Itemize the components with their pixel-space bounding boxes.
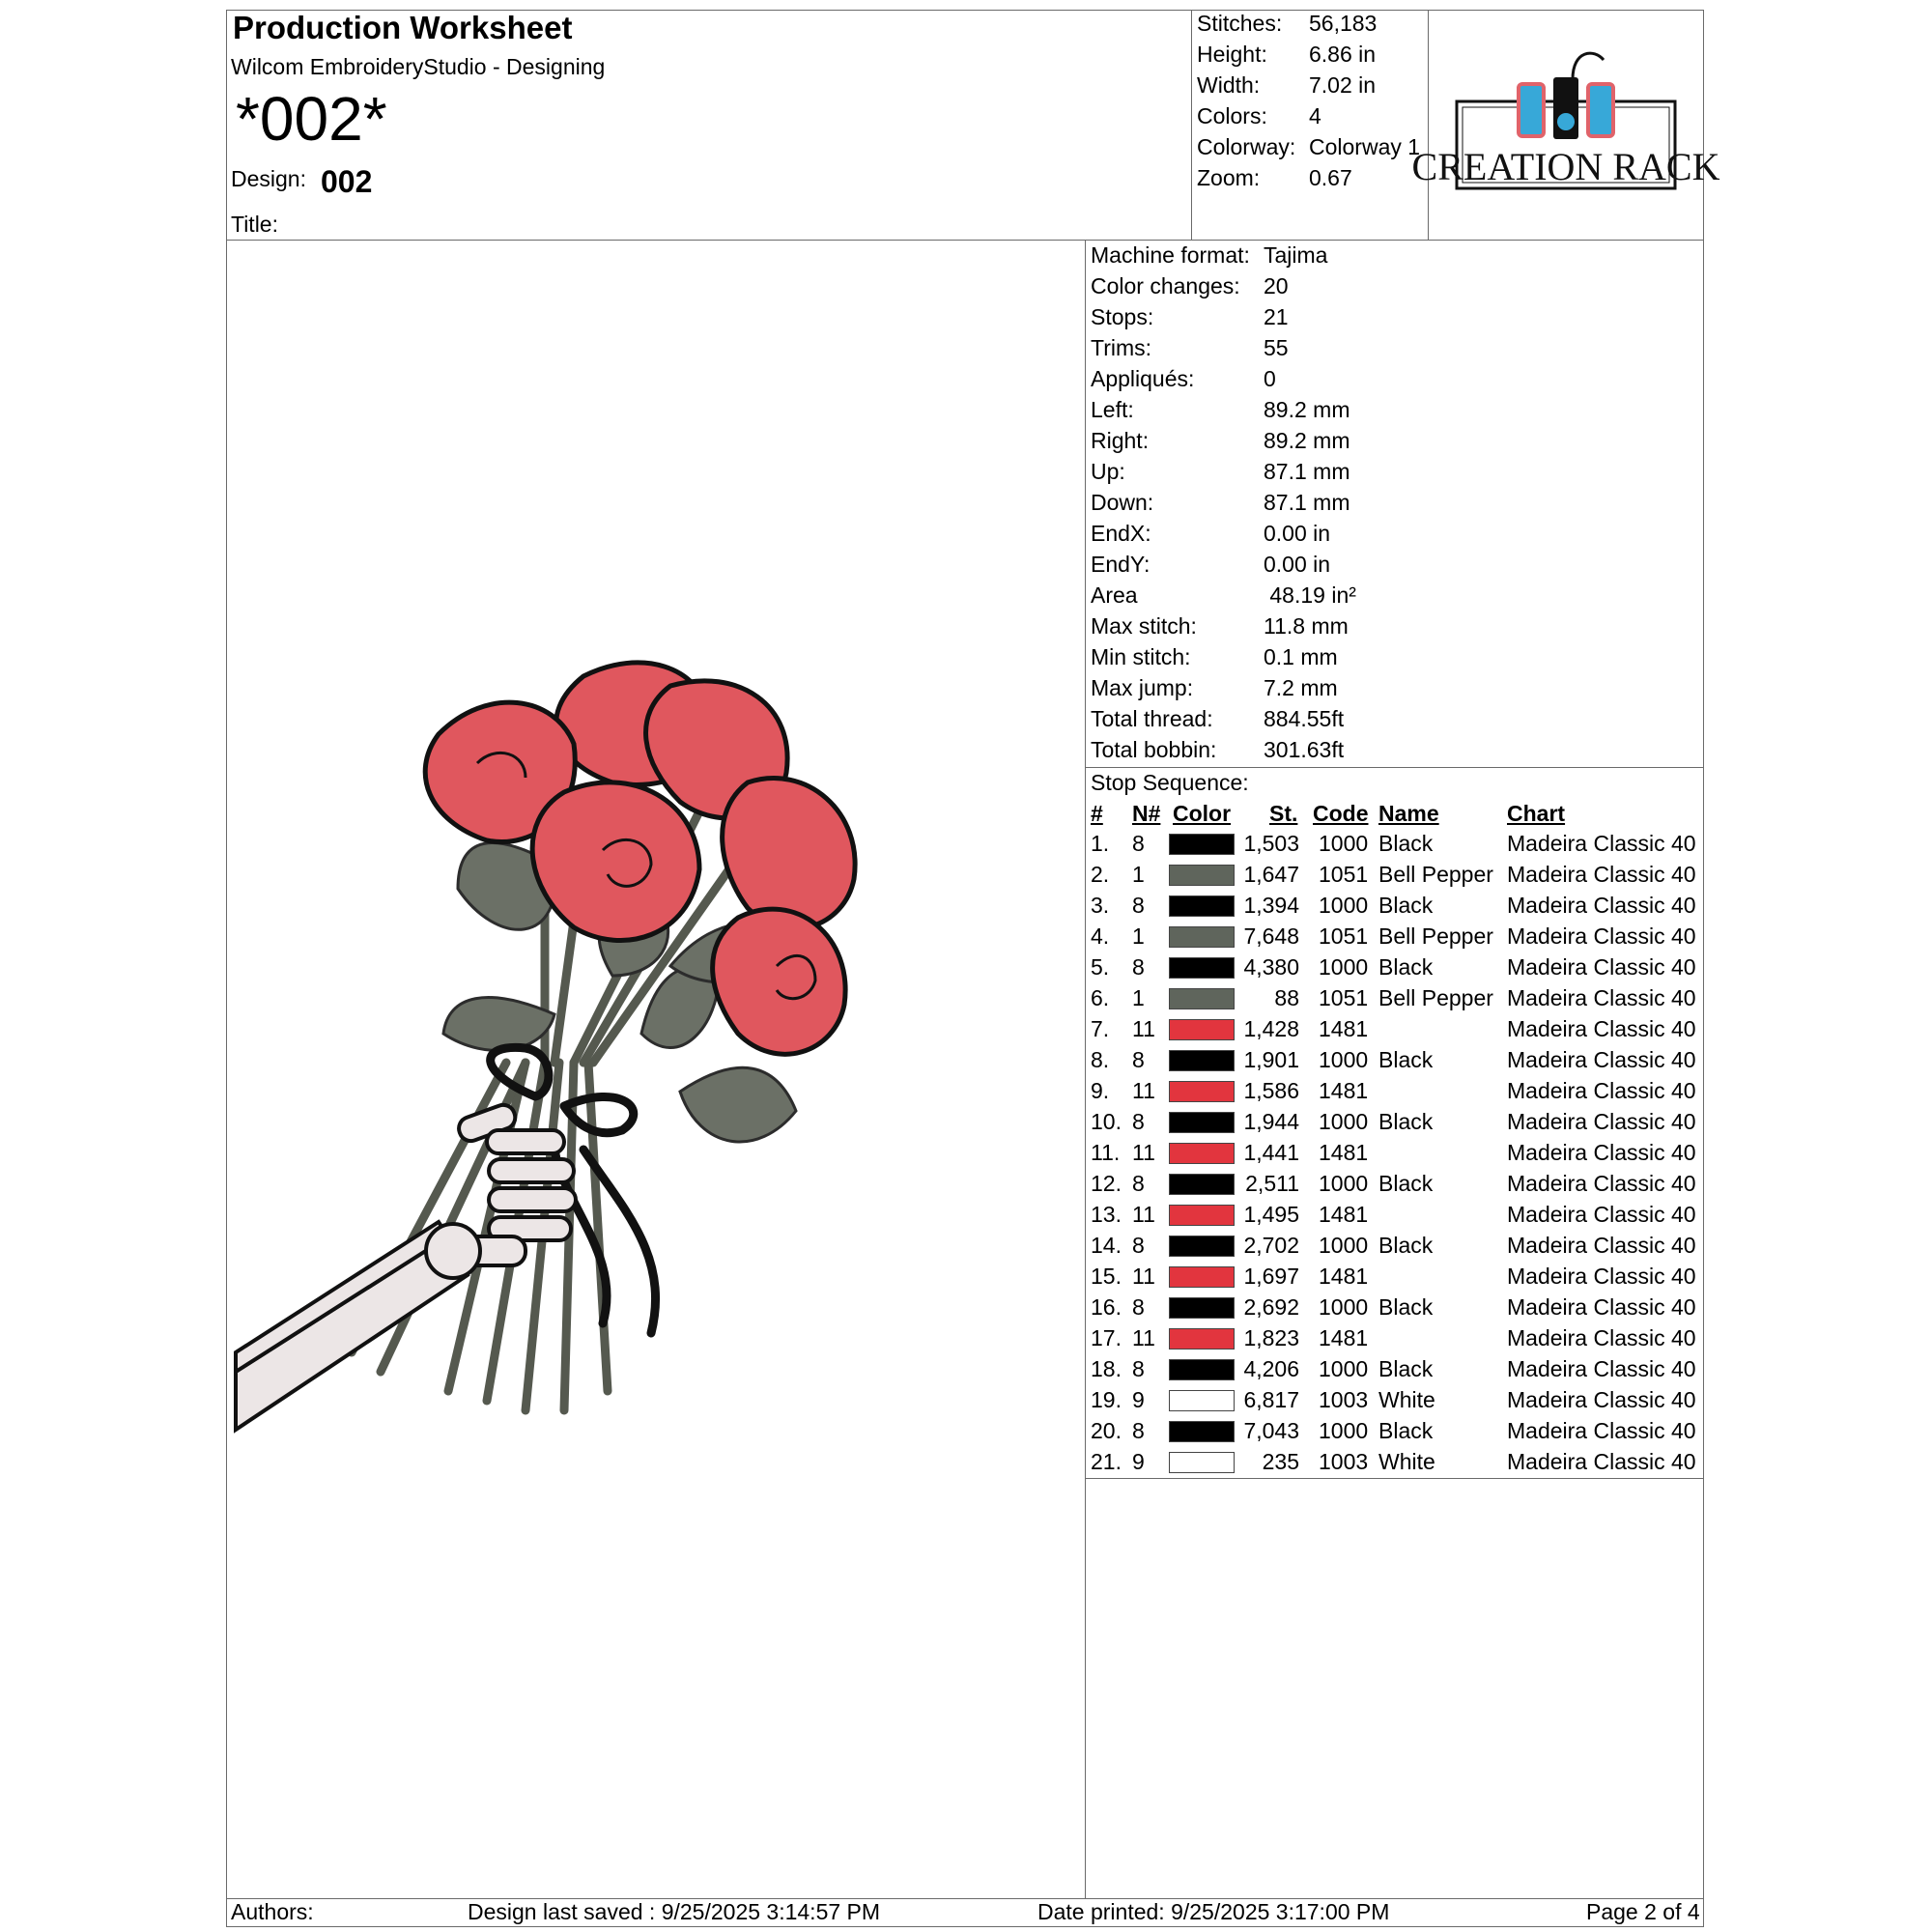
stat-label: Colors: (1197, 103, 1267, 128)
row-name: Black (1378, 1294, 1434, 1320)
row-number: 2. (1091, 862, 1110, 887)
row-code: 1000 (1319, 831, 1369, 856)
color-swatch (1169, 1112, 1235, 1133)
row-chart: Madeira Classic 40 (1507, 1140, 1696, 1165)
row-stitches: 1,428 (1243, 1016, 1299, 1041)
stat-label: Height: (1197, 42, 1267, 67)
row-stitches: 2,511 (1245, 1171, 1299, 1196)
prop-label: EndY: (1091, 552, 1151, 577)
design-last-saved: Design last saved : 9/25/2025 3:14:57 PM (468, 1899, 881, 1924)
header-vdivider-2 (1428, 10, 1429, 240)
row-chart: Madeira Classic 40 (1507, 1109, 1696, 1134)
stat-label: Colorway: (1197, 134, 1296, 159)
stat-value: 0.67 (1309, 165, 1352, 190)
prop-value: 89.2 mm (1264, 428, 1350, 453)
row-needle: 9 (1132, 1449, 1145, 1474)
color-swatch (1169, 957, 1235, 979)
row-stitches: 1,823 (1243, 1325, 1299, 1350)
stat-value: 4 (1309, 103, 1321, 128)
color-swatch (1169, 1297, 1235, 1319)
row-number: 4. (1091, 923, 1110, 949)
stat-label: Stitches: (1197, 11, 1283, 36)
header-divider (226, 240, 1704, 241)
prop-value: 55 (1264, 335, 1289, 360)
row-number: 1. (1091, 831, 1110, 856)
footer-divider (226, 1898, 1704, 1899)
design-preview (236, 657, 1066, 1488)
row-name: Black (1378, 1047, 1434, 1072)
prop-label: Down: (1091, 490, 1154, 515)
row-needle: 8 (1132, 893, 1145, 918)
row-needle: 11 (1132, 1140, 1155, 1165)
row-chart: Madeira Classic 40 (1507, 831, 1696, 856)
prop-value: 0 (1264, 366, 1276, 391)
row-chart: Madeira Classic 40 (1507, 923, 1696, 949)
row-name: Bell Pepper (1378, 923, 1493, 949)
row-name: Black (1378, 1356, 1434, 1381)
row-name: Black (1378, 831, 1434, 856)
row-number: 9. (1091, 1078, 1110, 1103)
stat-value: 56,183 (1309, 11, 1378, 36)
color-swatch (1169, 1328, 1235, 1350)
row-needle: 9 (1132, 1387, 1145, 1412)
row-stitches: 2,702 (1243, 1233, 1299, 1258)
prop-value: 11.8 mm (1264, 613, 1349, 639)
prop-value: 0.1 mm (1264, 644, 1338, 669)
row-stitches: 1,901 (1243, 1047, 1299, 1072)
prop-label: Max jump: (1091, 675, 1194, 700)
prop-value: 884.55ft (1264, 706, 1345, 731)
row-number: 7. (1091, 1016, 1110, 1041)
row-stitches: 235 (1262, 1449, 1299, 1474)
row-chart: Madeira Classic 40 (1507, 1016, 1696, 1041)
date-printed: Date printed: 9/25/2025 3:17:00 PM (1037, 1899, 1390, 1924)
software-name: Wilcom EmbroideryStudio - Designing (231, 54, 606, 79)
row-needle: 8 (1132, 1047, 1145, 1072)
row-chart: Madeira Classic 40 (1507, 893, 1696, 918)
row-needle: 8 (1132, 831, 1145, 856)
stop-sequence-title: Stop Sequence: (1091, 770, 1249, 795)
row-stitches: 4,380 (1243, 954, 1299, 980)
row-code: 1051 (1319, 923, 1369, 949)
row-code: 1000 (1319, 1109, 1369, 1134)
row-chart: Madeira Classic 40 (1507, 954, 1696, 980)
row-needle: 1 (1132, 923, 1145, 949)
prop-value: 20 (1264, 273, 1289, 298)
color-swatch (1169, 926, 1235, 948)
color-swatch (1169, 834, 1235, 855)
prop-label: Stops: (1091, 304, 1154, 329)
stat-label: Width: (1197, 72, 1261, 98)
header-vdivider-1 (1191, 10, 1192, 240)
prop-value: Tajima (1264, 242, 1328, 268)
row-name: Black (1378, 1233, 1434, 1258)
row-stitches: 1,394 (1243, 893, 1299, 918)
color-swatch (1169, 1174, 1235, 1195)
col-needle-header: N# (1132, 801, 1161, 826)
prop-label: Min stitch: (1091, 644, 1191, 669)
prop-value: 87.1 mm (1264, 459, 1350, 484)
prop-value: 87.1 mm (1264, 490, 1350, 515)
prop-label: Right: (1091, 428, 1150, 453)
row-name: Black (1378, 954, 1434, 980)
row-code: 1000 (1319, 893, 1369, 918)
row-chart: Madeira Classic 40 (1507, 1202, 1696, 1227)
row-name: White (1378, 1449, 1435, 1474)
prop-label: Total bobbin: (1091, 737, 1217, 762)
color-swatch (1169, 1081, 1235, 1102)
logo-text: CREATION RACK (1411, 145, 1720, 188)
row-number: 15. (1091, 1264, 1122, 1289)
col-stitches-header: St. (1269, 801, 1298, 826)
row-number: 5. (1091, 954, 1110, 980)
row-number: 8. (1091, 1047, 1110, 1072)
prop-label: Appliqués: (1091, 366, 1195, 391)
row-code: 1000 (1319, 954, 1369, 980)
stat-value: 7.02 in (1309, 72, 1377, 98)
prop-label: EndX: (1091, 521, 1151, 546)
row-name: Black (1378, 893, 1434, 918)
authors-label: Authors: (231, 1899, 314, 1924)
row-chart: Madeira Classic 40 (1507, 1171, 1696, 1196)
row-needle: 1 (1132, 985, 1145, 1010)
row-code: 1000 (1319, 1294, 1369, 1320)
prop-value: 7.2 mm (1264, 675, 1338, 700)
row-code: 1481 (1319, 1140, 1369, 1165)
page-number: Page 2 of 4 (1586, 1899, 1700, 1924)
row-chart: Madeira Classic 40 (1507, 1294, 1696, 1320)
prop-label: Up: (1091, 459, 1125, 484)
color-swatch (1169, 1390, 1235, 1411)
row-needle: 11 (1132, 1325, 1155, 1350)
row-number: 6. (1091, 985, 1110, 1010)
col-code-header: Code (1313, 801, 1369, 826)
col-name-header: Name (1378, 801, 1439, 826)
row-code: 1000 (1319, 1418, 1369, 1443)
row-code: 1000 (1319, 1233, 1369, 1258)
row-needle: 8 (1132, 1294, 1145, 1320)
prop-label: Total thread: (1091, 706, 1213, 731)
row-code: 1000 (1319, 1047, 1369, 1072)
row-stitches: 1,944 (1243, 1109, 1299, 1134)
row-needle: 8 (1132, 1356, 1145, 1381)
prop-label: Max stitch: (1091, 613, 1197, 639)
row-chart: Madeira Classic 40 (1507, 985, 1696, 1010)
row-needle: 8 (1132, 1171, 1145, 1196)
properties-divider (1085, 767, 1704, 768)
prop-label: Left: (1091, 397, 1134, 422)
row-chart: Madeira Classic 40 (1507, 1325, 1696, 1350)
row-chart: Madeira Classic 40 (1507, 862, 1696, 887)
row-code: 1051 (1319, 985, 1369, 1010)
row-code: 1481 (1319, 1016, 1369, 1041)
row-name: Bell Pepper (1378, 985, 1493, 1010)
stat-label: Zoom: (1197, 165, 1261, 190)
row-stitches: 4,206 (1243, 1356, 1299, 1381)
row-stitches: 1,503 (1243, 831, 1299, 856)
row-number: 18. (1091, 1356, 1122, 1381)
col-num-header: # (1091, 801, 1103, 826)
row-name: Bell Pepper (1378, 862, 1493, 887)
color-swatch (1169, 1359, 1235, 1380)
row-name: Black (1378, 1109, 1434, 1134)
color-swatch (1169, 1205, 1235, 1226)
prop-label: Color changes: (1091, 273, 1240, 298)
color-swatch (1169, 1019, 1235, 1040)
row-code: 1481 (1319, 1325, 1369, 1350)
row-needle: 8 (1132, 1233, 1145, 1258)
row-number: 14. (1091, 1233, 1122, 1258)
row-stitches: 1,441 (1243, 1140, 1299, 1165)
row-code: 1000 (1319, 1356, 1369, 1381)
color-swatch (1169, 895, 1235, 917)
row-chart: Madeira Classic 40 (1507, 1356, 1696, 1381)
color-swatch (1169, 1050, 1235, 1071)
color-swatch (1169, 1421, 1235, 1442)
row-stitches: 1,495 (1243, 1202, 1299, 1227)
color-swatch (1169, 1266, 1235, 1288)
row-number: 16. (1091, 1294, 1122, 1320)
row-chart: Madeira Classic 40 (1507, 1418, 1696, 1443)
design-name-big: *002* (236, 84, 387, 154)
row-code: 1481 (1319, 1264, 1369, 1289)
color-swatch (1169, 1143, 1235, 1164)
row-needle: 11 (1132, 1202, 1155, 1227)
body-vdivider (1085, 240, 1086, 1898)
row-needle: 8 (1132, 1418, 1145, 1443)
row-stitches: 88 (1274, 985, 1299, 1010)
row-chart: Madeira Classic 40 (1507, 1264, 1696, 1289)
row-code: 1003 (1319, 1387, 1369, 1412)
row-name: White (1378, 1387, 1435, 1412)
row-number: 19. (1091, 1387, 1122, 1412)
design-value: 002 (321, 164, 373, 199)
design-label: Design: (231, 166, 306, 191)
row-name: Black (1378, 1171, 1434, 1196)
row-stitches: 6,817 (1243, 1387, 1299, 1412)
title-label: Title: (231, 212, 278, 237)
row-needle: 8 (1132, 954, 1145, 980)
prop-label: Machine format: (1091, 242, 1250, 268)
row-stitches: 1,647 (1243, 862, 1299, 887)
row-needle: 8 (1132, 1109, 1145, 1134)
row-stitches: 7,043 (1243, 1418, 1299, 1443)
stat-value: 6.86 in (1309, 42, 1377, 67)
row-chart: Madeira Classic 40 (1507, 1233, 1696, 1258)
col-color-header: Color (1173, 801, 1232, 826)
prop-value: 21 (1264, 304, 1289, 329)
row-code: 1481 (1319, 1078, 1369, 1103)
col-chart-header: Chart (1507, 801, 1566, 826)
prop-label: Area (1091, 582, 1138, 608)
row-number: 21. (1091, 1449, 1122, 1474)
row-chart: Madeira Classic 40 (1507, 1387, 1696, 1412)
row-chart: Madeira Classic 40 (1507, 1449, 1696, 1474)
prop-label: Trims: (1091, 335, 1152, 360)
row-number: 3. (1091, 893, 1110, 918)
row-needle: 1 (1132, 862, 1145, 887)
row-needle: 11 (1132, 1078, 1155, 1103)
creation-rack-logo (1411, 41, 1720, 195)
row-stitches: 2,692 (1243, 1294, 1299, 1320)
row-number: 11. (1091, 1140, 1121, 1165)
row-chart: Madeira Classic 40 (1507, 1078, 1696, 1103)
row-name: Black (1378, 1418, 1434, 1443)
row-chart: Madeira Classic 40 (1507, 1047, 1696, 1072)
row-stitches: 7,648 (1243, 923, 1299, 949)
row-needle: 11 (1132, 1016, 1155, 1041)
row-code: 1003 (1319, 1449, 1369, 1474)
prop-value: 301.63ft (1264, 737, 1345, 762)
prop-value: 0.00 in (1264, 552, 1331, 577)
color-swatch (1169, 1452, 1235, 1473)
color-swatch (1169, 988, 1235, 1009)
prop-value: 48.19 in² (1264, 582, 1356, 608)
row-number: 12. (1091, 1171, 1122, 1196)
row-code: 1051 (1319, 862, 1369, 887)
prop-value: 0.00 in (1264, 521, 1331, 546)
stat-value: Colorway 1 (1309, 134, 1421, 159)
row-stitches: 1,586 (1243, 1078, 1299, 1103)
row-code: 1481 (1319, 1202, 1369, 1227)
row-number: 17. (1091, 1325, 1122, 1350)
row-number: 20. (1091, 1418, 1122, 1443)
row-stitches: 1,697 (1243, 1264, 1299, 1289)
page-title: Production Worksheet (233, 10, 573, 45)
sequence-divider (1085, 1478, 1704, 1479)
row-number: 13. (1091, 1202, 1122, 1227)
row-number: 10. (1091, 1109, 1122, 1134)
prop-value: 89.2 mm (1264, 397, 1350, 422)
color-swatch (1169, 865, 1235, 886)
row-needle: 11 (1132, 1264, 1155, 1289)
row-code: 1000 (1319, 1171, 1369, 1196)
color-swatch (1169, 1236, 1235, 1257)
